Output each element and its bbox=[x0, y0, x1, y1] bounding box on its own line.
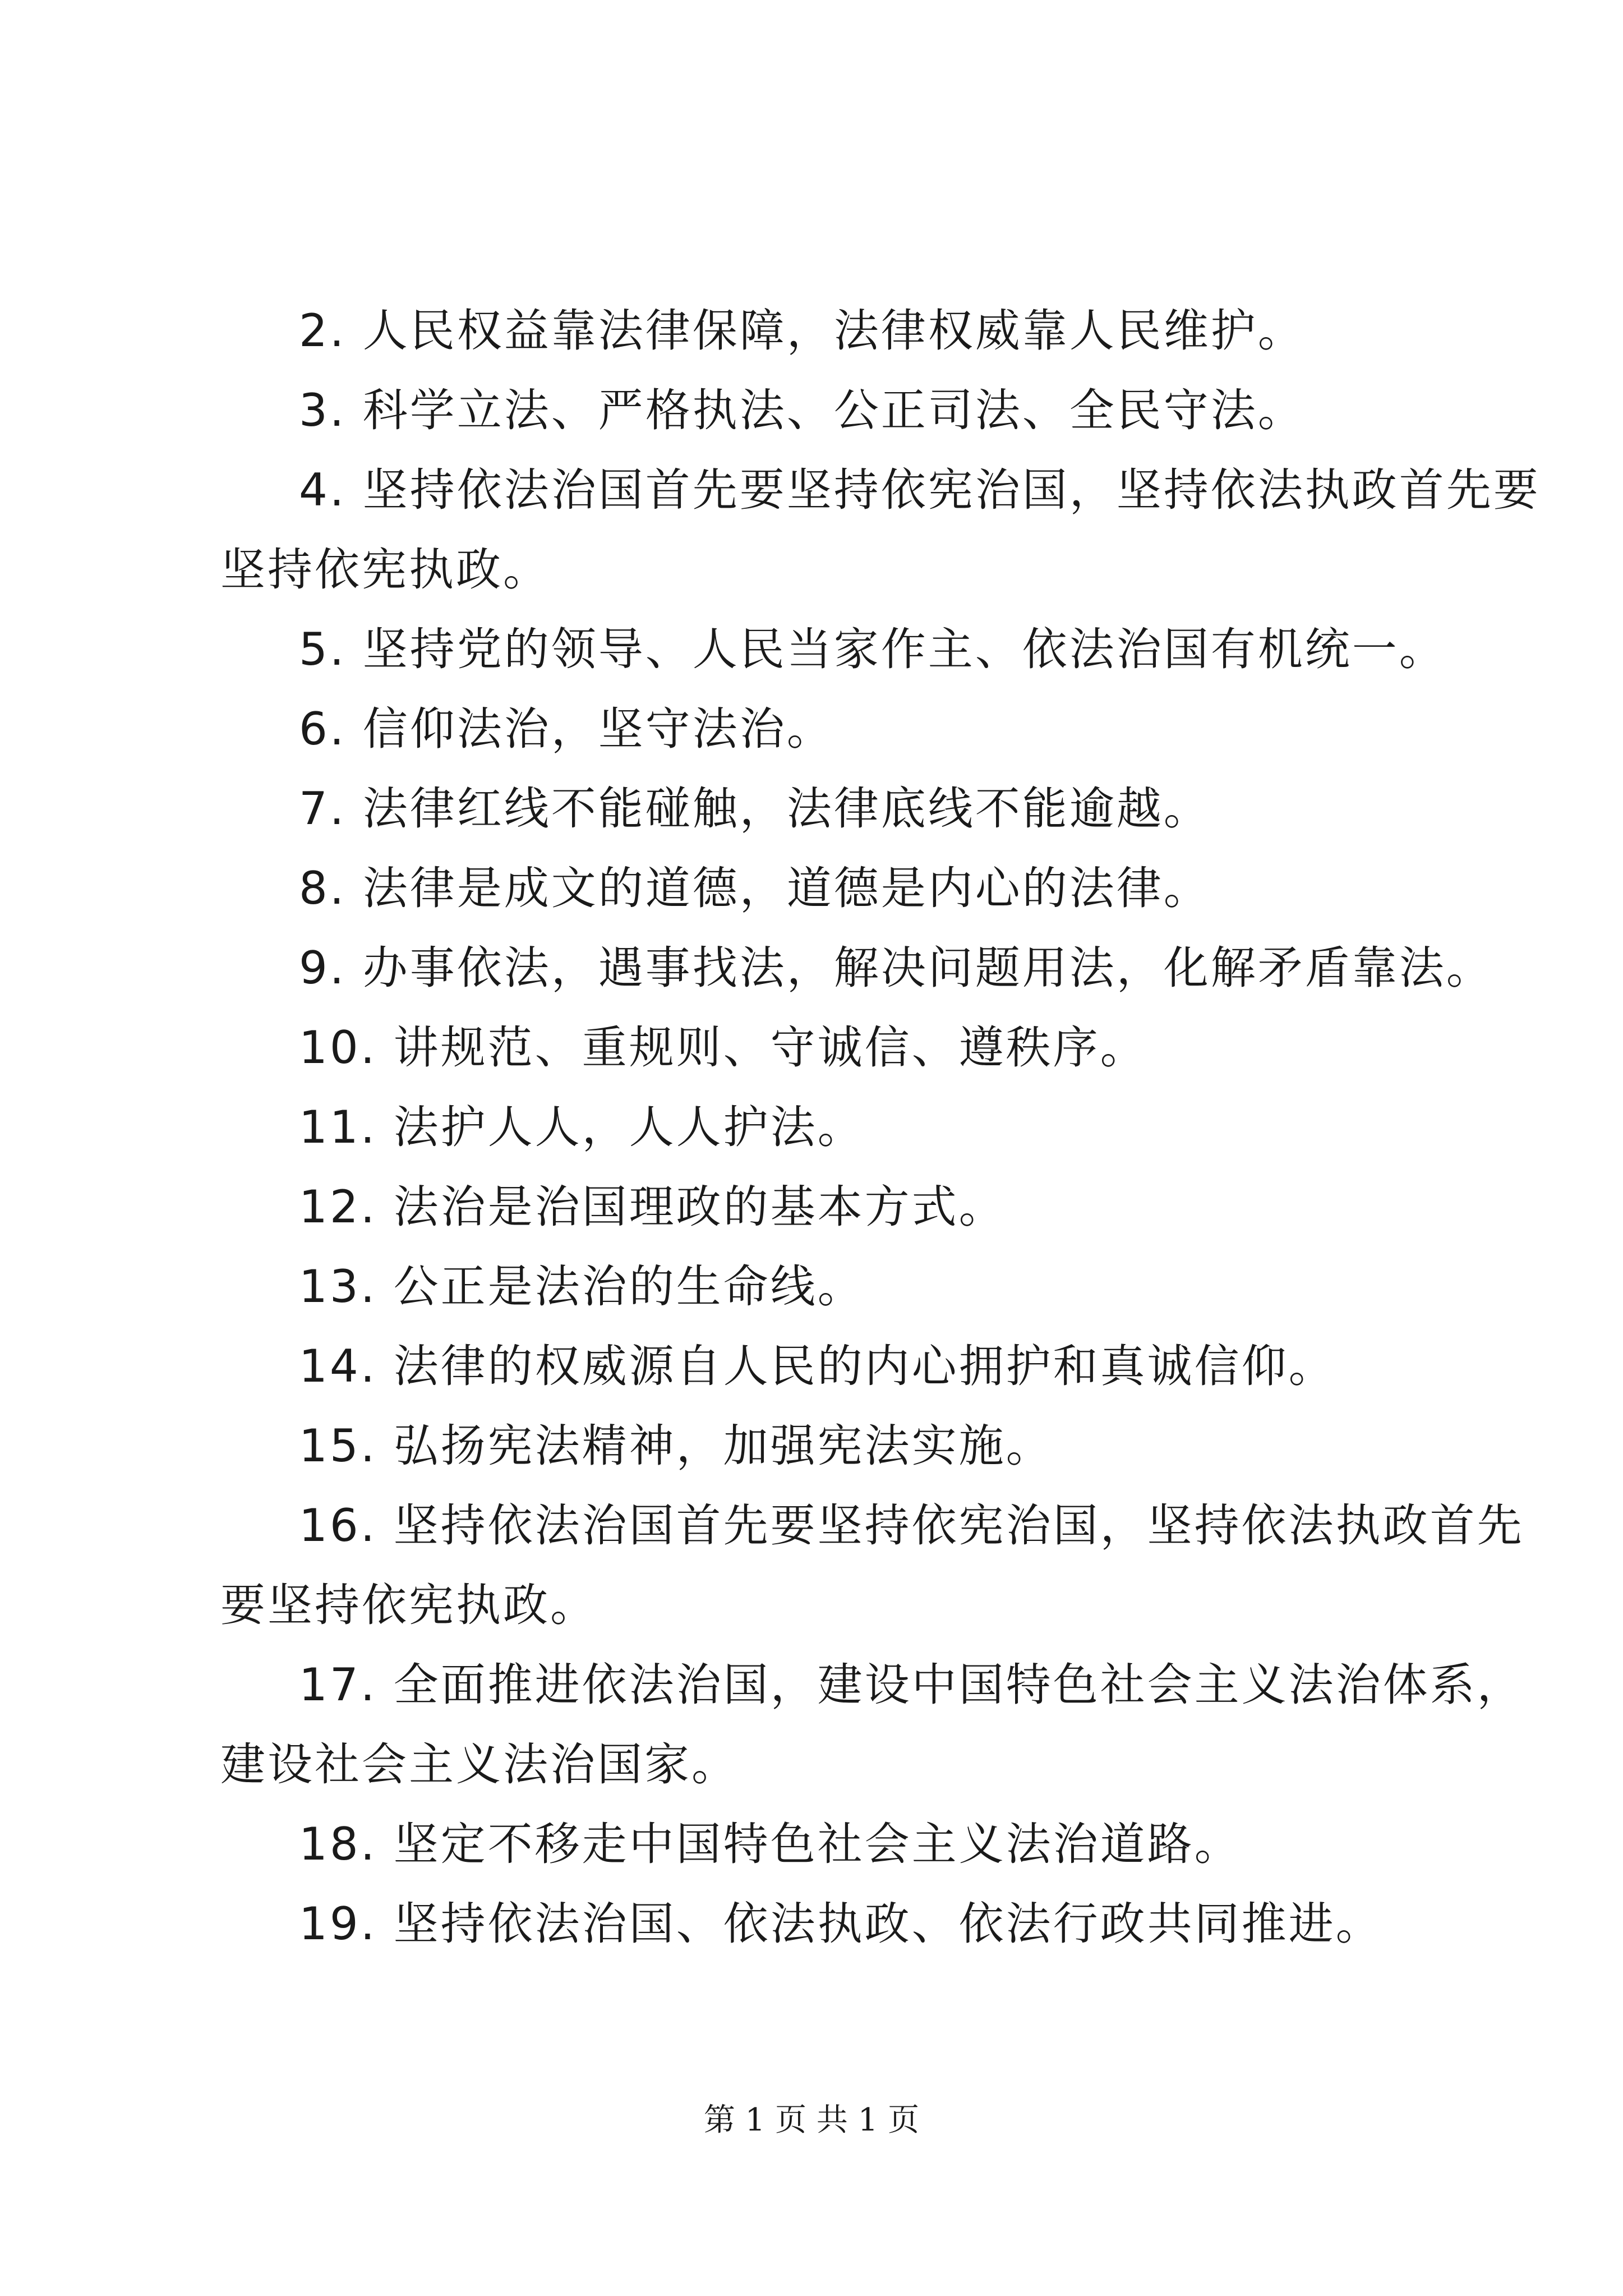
list-item: 12. 法治是治国理政的基本方式。 bbox=[299, 1181, 1006, 1233]
list-item: 17. 全面推进依法治国，建设中国特色社会主义法治体系， bbox=[299, 1659, 1524, 1711]
list-item: 5. 坚持党的领导、人民当家作主、依法治国有机统一。 bbox=[299, 623, 1446, 675]
list-item: 4. 坚持依法治国首先要坚持依宪治国，坚持依法执政首先要 bbox=[299, 464, 1541, 516]
list-item: 19. 坚持依法治国、依法执政、依法行政共同推进。 bbox=[299, 1898, 1383, 1950]
list-item: 2. 人民权益靠法律保障，法律权威靠人民维护。 bbox=[299, 305, 1305, 357]
list-item-continuation: 要坚持依宪执政。 bbox=[220, 1579, 597, 1631]
list-item: 6. 信仰法治，坚守法治。 bbox=[299, 703, 834, 755]
list-item: 3. 科学立法、严格执法、公正司法、全民守法。 bbox=[299, 384, 1305, 436]
list-item: 13. 公正是法治的生命线。 bbox=[299, 1260, 865, 1313]
list-item: 11. 法护人人，人人护法。 bbox=[299, 1101, 865, 1153]
list-item: 14. 法律的权威源自人民的内心拥护和真诚信仰。 bbox=[299, 1340, 1336, 1392]
list-item: 16. 坚持依法治国首先要坚持依宪治国，坚持依法执政首先 bbox=[299, 1499, 1524, 1552]
list-item-continuation: 坚持依宪执政。 bbox=[220, 544, 550, 596]
page-footer: 第 1 页 共 1 页 bbox=[703, 2102, 920, 2138]
list-item-continuation: 建设社会主义法治国家。 bbox=[220, 1738, 739, 1791]
list-item: 15. 弘扬宪法精神，加强宪法实施。 bbox=[299, 1420, 1053, 1472]
list-item: 9. 办事依法，遇事找法，解决问题用法，化解矛盾靠法。 bbox=[299, 942, 1493, 994]
list-item: 18. 坚定不移走中国特色社会主义法治道路。 bbox=[299, 1818, 1242, 1870]
list-item: 7. 法律红线不能碰触，法律底线不能逾越。 bbox=[299, 783, 1211, 835]
list-item: 8. 法律是成文的道德，道德是内心的法律。 bbox=[299, 862, 1211, 914]
list-item: 10. 讲规范、重规则、守诚信、遵秩序。 bbox=[299, 1022, 1147, 1074]
